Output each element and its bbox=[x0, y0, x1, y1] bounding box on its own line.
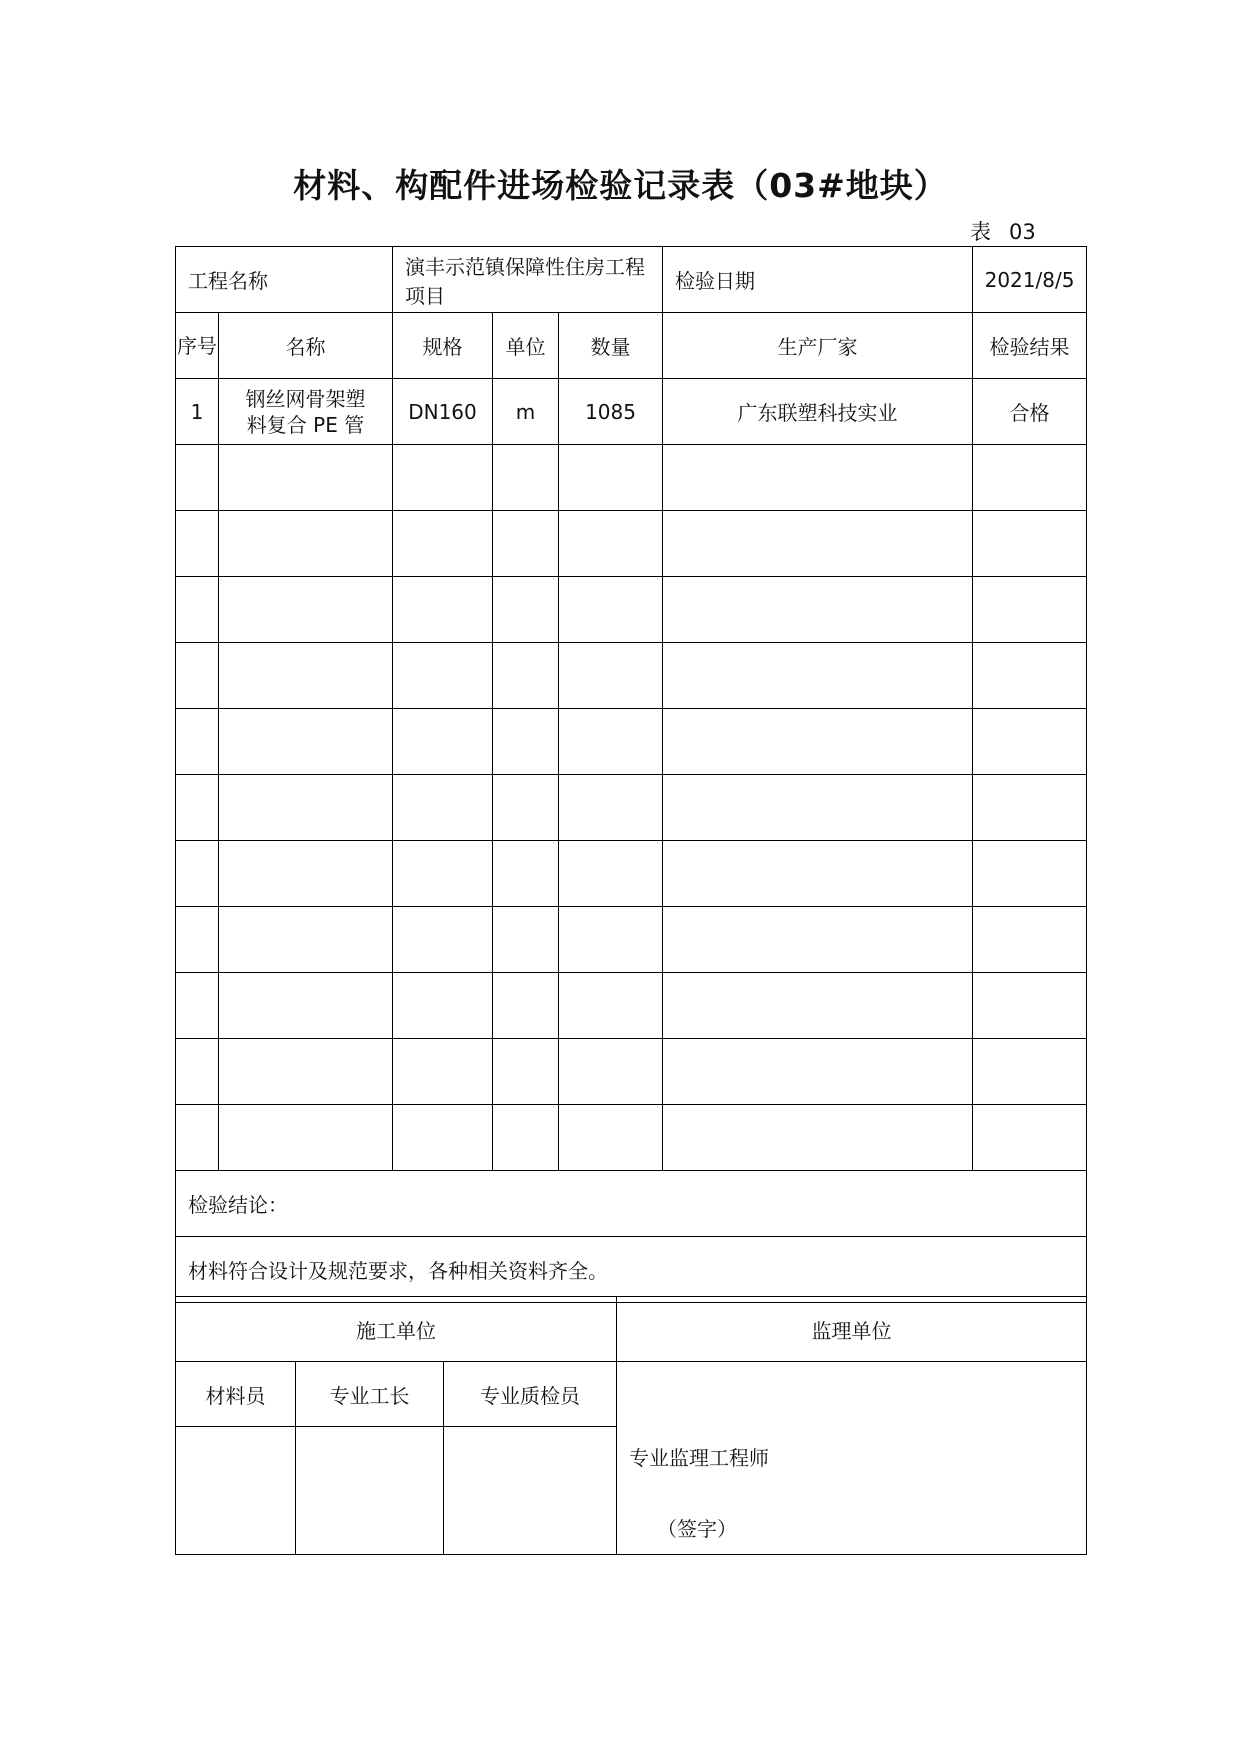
cell-spec bbox=[393, 709, 493, 775]
supervising-engineer-label: 专业监理工程师 bbox=[629, 1446, 769, 1470]
header-result: 检验结果 bbox=[973, 313, 1087, 379]
inspection-table bbox=[175, 246, 1087, 1303]
cell-result bbox=[973, 841, 1087, 907]
cell-seq bbox=[176, 1039, 219, 1105]
material-clerk-label: 材料员 bbox=[176, 1362, 296, 1427]
cell-spec bbox=[393, 643, 493, 709]
table-row bbox=[176, 511, 1087, 577]
table-row bbox=[176, 907, 1087, 973]
table-row bbox=[176, 1105, 1087, 1171]
cell-qty bbox=[559, 709, 663, 775]
cell-qty: 1085 bbox=[559, 379, 663, 445]
cell-name bbox=[219, 511, 393, 577]
table-row bbox=[176, 775, 1087, 841]
cell-name bbox=[219, 1105, 393, 1171]
cell-result bbox=[973, 577, 1087, 643]
cell-spec: DN160 bbox=[393, 379, 493, 445]
cell-unit: m bbox=[493, 379, 559, 445]
cell-qty bbox=[559, 841, 663, 907]
project-name: 演丰示范镇保障性住房工程项目 bbox=[393, 247, 663, 313]
cell-qty bbox=[559, 973, 663, 1039]
cell-unit bbox=[493, 643, 559, 709]
cell-maker bbox=[663, 973, 973, 1039]
foreman-label: 专业工长 bbox=[296, 1362, 444, 1427]
inspection-date-label: 检验日期 bbox=[663, 247, 973, 313]
cell-qty bbox=[559, 1105, 663, 1171]
cell-result bbox=[973, 1105, 1087, 1171]
cell-seq bbox=[176, 511, 219, 577]
cell-seq bbox=[176, 1105, 219, 1171]
cell-result bbox=[973, 1039, 1087, 1105]
header-maker: 生产厂家 bbox=[663, 313, 973, 379]
cell-seq bbox=[176, 775, 219, 841]
header-name: 名称 bbox=[219, 313, 393, 379]
cell-result: 合格 bbox=[973, 379, 1087, 445]
cell-spec bbox=[393, 973, 493, 1039]
cell-seq bbox=[176, 907, 219, 973]
cell-unit bbox=[493, 907, 559, 973]
cell-name bbox=[219, 577, 393, 643]
cell-qty bbox=[559, 907, 663, 973]
cell-spec bbox=[393, 1105, 493, 1171]
cell-maker bbox=[663, 643, 973, 709]
signature-table bbox=[175, 1296, 1087, 1555]
cell-maker bbox=[663, 709, 973, 775]
supervisor-sign-cell bbox=[617, 1362, 1087, 1555]
form-number-label: 表 bbox=[970, 220, 991, 244]
project-name-label: 工程名称 bbox=[176, 247, 393, 313]
table-row bbox=[176, 643, 1087, 709]
cell-qty bbox=[559, 445, 663, 511]
cell-maker bbox=[663, 1039, 973, 1105]
cell-result bbox=[973, 445, 1087, 511]
cell-seq: 1 bbox=[176, 379, 219, 445]
table-row bbox=[176, 577, 1087, 643]
cell-unit bbox=[493, 775, 559, 841]
form-number-value: 03 bbox=[1009, 220, 1036, 244]
cell-name bbox=[219, 643, 393, 709]
cell-unit bbox=[493, 445, 559, 511]
header-seq: 序号 bbox=[176, 313, 219, 379]
cell-qty bbox=[559, 1039, 663, 1105]
table-row bbox=[176, 841, 1087, 907]
cell-result bbox=[973, 907, 1087, 973]
cell-seq bbox=[176, 577, 219, 643]
cell-spec bbox=[393, 511, 493, 577]
cell-result bbox=[973, 643, 1087, 709]
table-row bbox=[176, 379, 1087, 445]
cell-spec bbox=[393, 445, 493, 511]
cell-qty bbox=[559, 643, 663, 709]
signature-label: （签字） bbox=[657, 1517, 737, 1541]
table-row bbox=[176, 445, 1087, 511]
conclusion-label: 检验结论： bbox=[176, 1171, 1087, 1237]
table-row bbox=[176, 973, 1087, 1039]
cell-seq bbox=[176, 709, 219, 775]
inspector-signature-cell bbox=[444, 1427, 617, 1555]
form-number bbox=[970, 216, 1036, 246]
cell-unit bbox=[493, 973, 559, 1039]
conclusion-row bbox=[176, 1237, 1087, 1303]
cell-spec bbox=[393, 577, 493, 643]
table-row bbox=[176, 709, 1087, 775]
cell-maker bbox=[663, 907, 973, 973]
table-row bbox=[176, 1039, 1087, 1105]
cell-spec bbox=[393, 907, 493, 973]
cell-name bbox=[219, 1039, 393, 1105]
cell-unit bbox=[493, 577, 559, 643]
cell-name bbox=[219, 709, 393, 775]
supervisor-label: 监理单位 bbox=[617, 1297, 1087, 1362]
contractor-label: 施工单位 bbox=[176, 1297, 617, 1362]
cell-spec bbox=[393, 1039, 493, 1105]
cell-unit bbox=[493, 841, 559, 907]
header-unit: 单位 bbox=[493, 313, 559, 379]
cell-maker bbox=[663, 511, 973, 577]
header-qty: 数量 bbox=[559, 313, 663, 379]
header-row bbox=[176, 313, 1087, 379]
cell-unit bbox=[493, 511, 559, 577]
cell-name bbox=[219, 841, 393, 907]
conclusion-label-row bbox=[176, 1171, 1087, 1237]
cell-spec bbox=[393, 775, 493, 841]
cell-name bbox=[219, 973, 393, 1039]
header-spec: 规格 bbox=[393, 313, 493, 379]
cell-qty bbox=[559, 775, 663, 841]
material-clerk-signature-cell bbox=[176, 1427, 296, 1555]
cell-name bbox=[219, 907, 393, 973]
cell-maker bbox=[663, 1105, 973, 1171]
inspector-label: 专业质检员 bbox=[444, 1362, 617, 1427]
cell-result bbox=[973, 973, 1087, 1039]
cell-unit bbox=[493, 709, 559, 775]
project-row bbox=[176, 247, 1087, 313]
cell-name bbox=[219, 775, 393, 841]
cell-maker bbox=[663, 775, 973, 841]
cell-maker bbox=[663, 577, 973, 643]
cell-qty bbox=[559, 511, 663, 577]
cell-unit bbox=[493, 1105, 559, 1171]
cell-maker bbox=[663, 841, 973, 907]
cell-seq bbox=[176, 973, 219, 1039]
page-title: 材料、构配件进场检验记录表（03#地块） bbox=[293, 166, 948, 205]
cell-qty bbox=[559, 577, 663, 643]
conclusion-text: 材料符合设计及规范要求，各种相关资料齐全。 bbox=[176, 1237, 1087, 1303]
cell-maker bbox=[663, 445, 973, 511]
cell-seq bbox=[176, 445, 219, 511]
foreman-signature-cell bbox=[296, 1427, 444, 1555]
cell-maker: 广东联塑科技实业 bbox=[663, 379, 973, 445]
inspection-date: 2021/8/5 bbox=[973, 247, 1087, 313]
cell-seq bbox=[176, 841, 219, 907]
cell-name bbox=[219, 445, 393, 511]
cell-seq bbox=[176, 643, 219, 709]
cell-name: 钢丝网骨架塑料复合 PE 管 bbox=[219, 379, 393, 445]
cell-result bbox=[973, 709, 1087, 775]
cell-unit bbox=[493, 1039, 559, 1105]
cell-result bbox=[973, 511, 1087, 577]
cell-spec bbox=[393, 841, 493, 907]
cell-result bbox=[973, 775, 1087, 841]
